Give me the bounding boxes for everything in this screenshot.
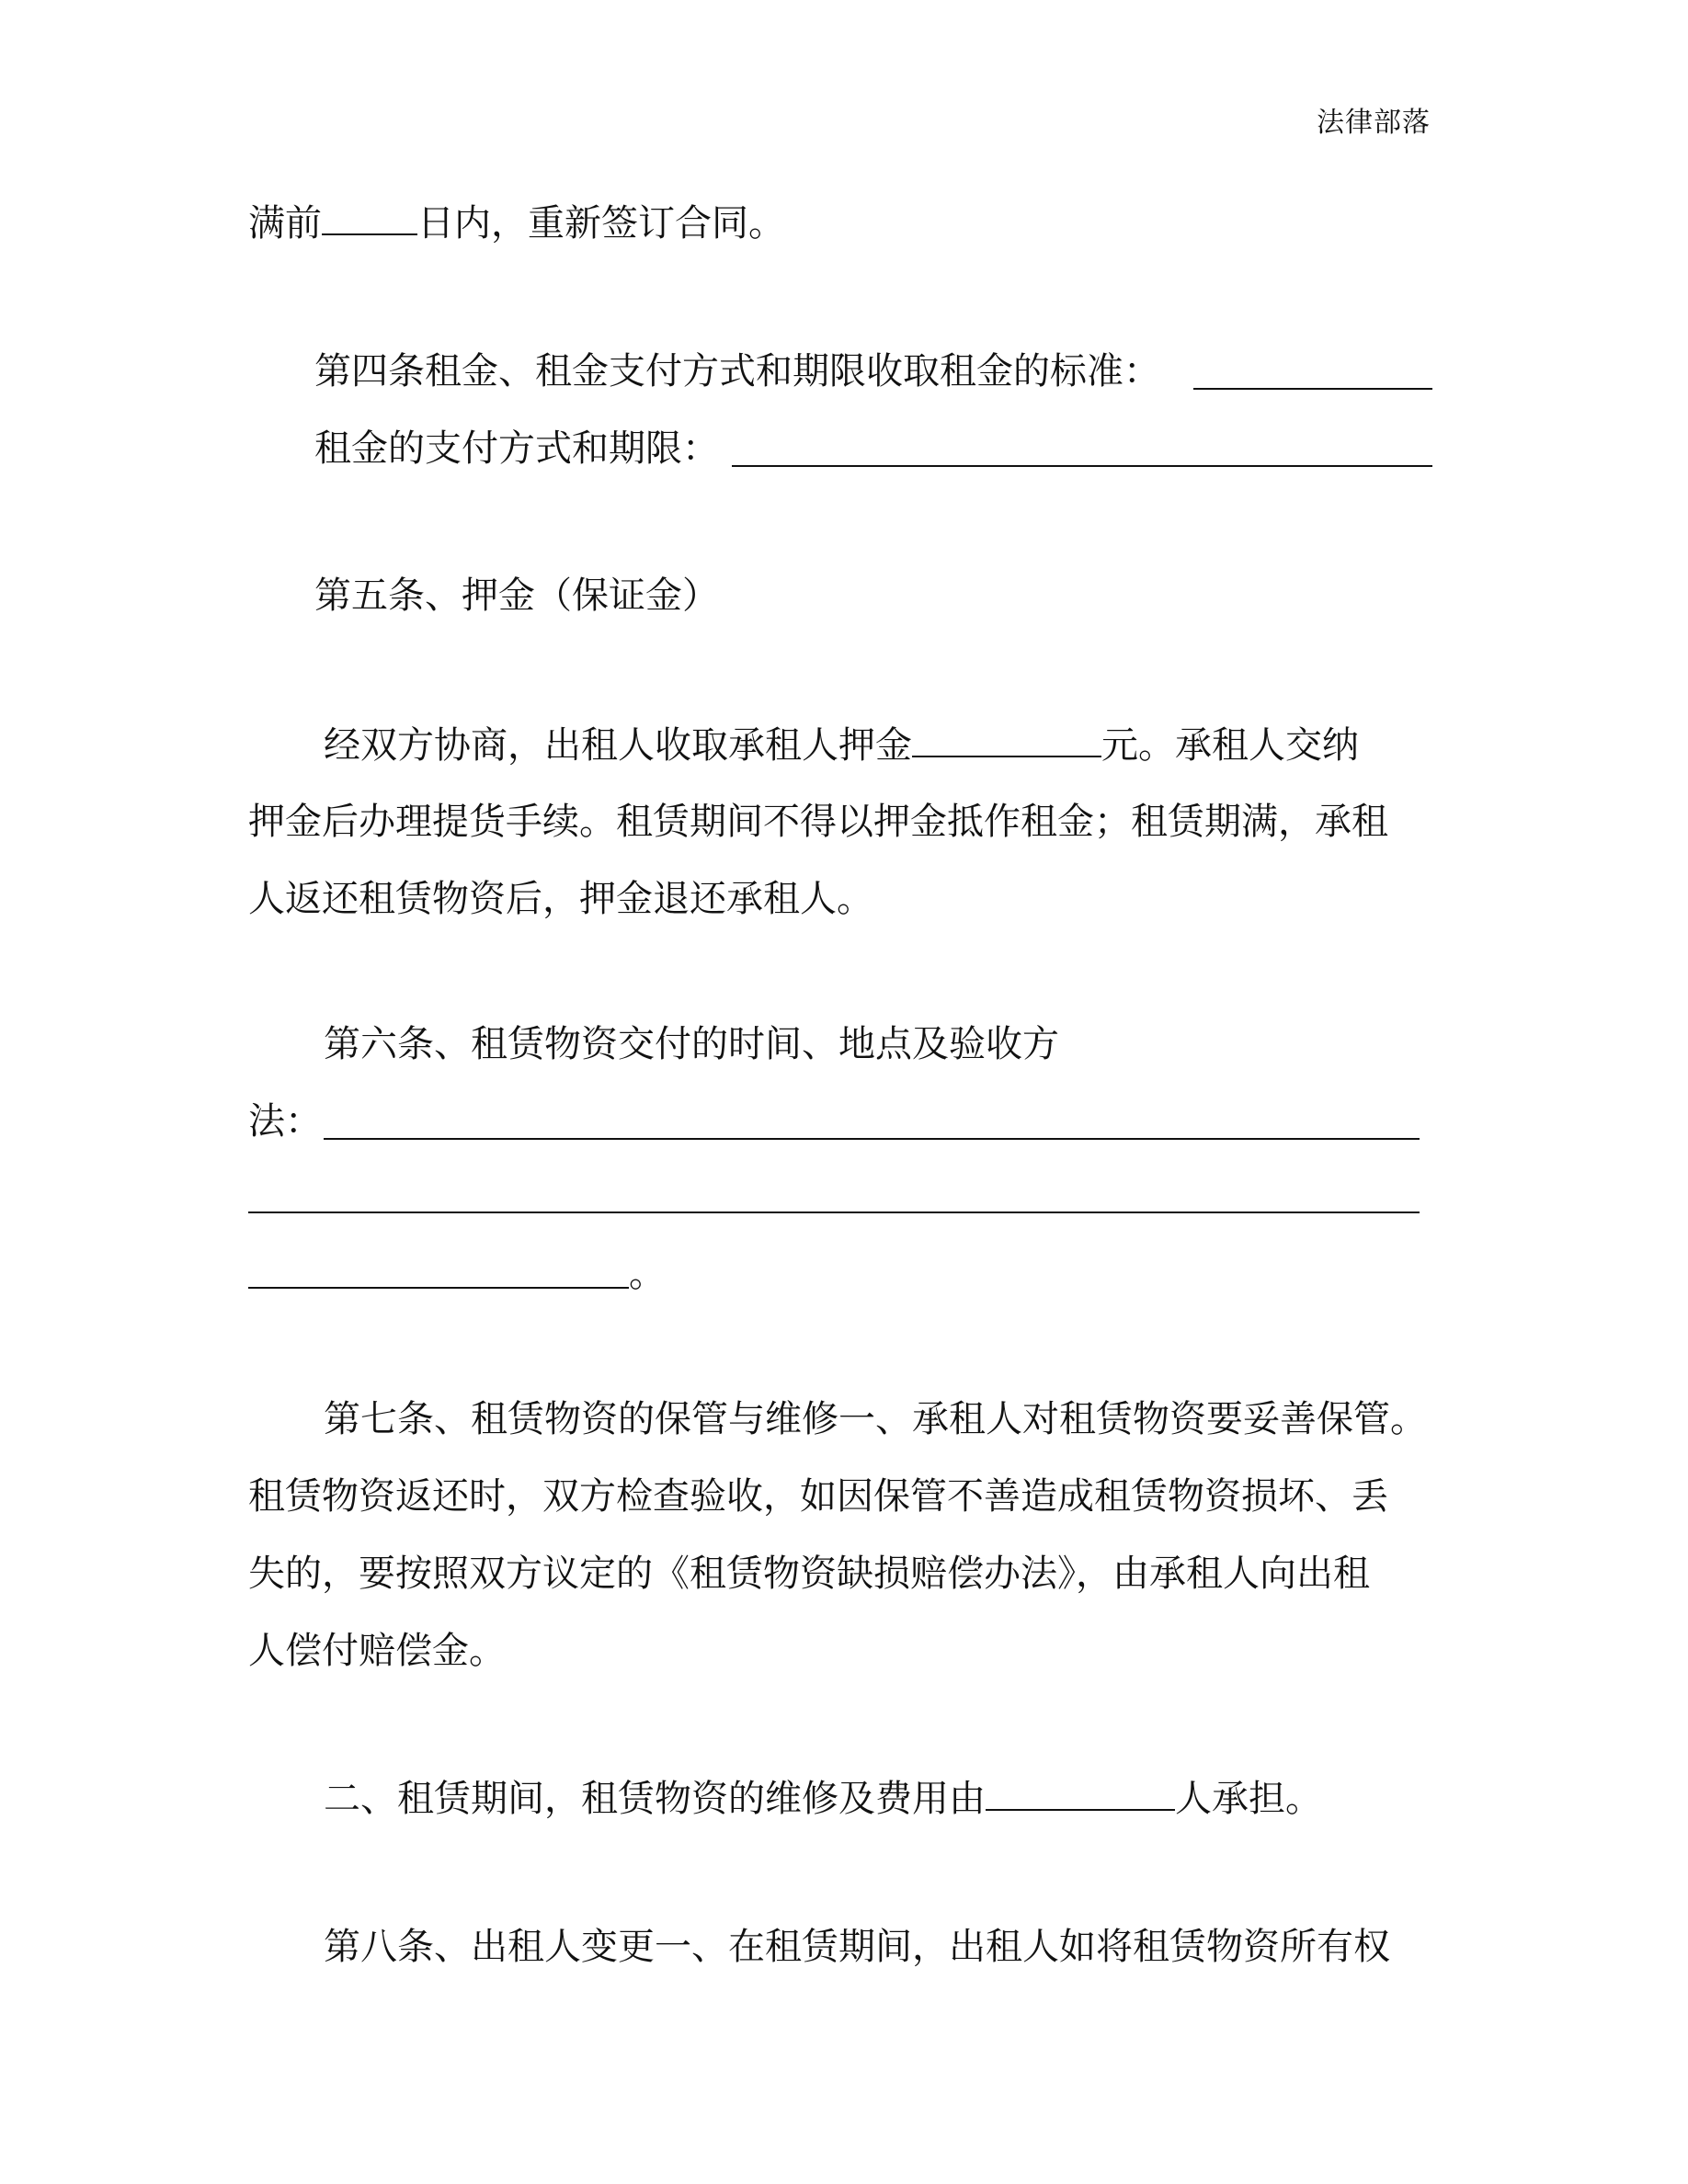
renewal-text-after: 日内，重新签订合同。	[417, 202, 785, 245]
maintenance-party-blank	[986, 1776, 1175, 1811]
article-5-line-2: 押金后办理提货手续。租赁期间不得以押金抵作租金；租赁期满，承租	[248, 801, 1388, 843]
article-5-title: 第五条、押金（保证金）	[314, 574, 719, 617]
article-4-payment: 租金的支付方式和期限：	[314, 427, 719, 470]
article-7-line-4: 人偿付赔偿金。	[248, 1630, 506, 1672]
article-5-line-3: 人返还租赁物资后，押金退还承租人。	[248, 878, 873, 920]
maintenance-text-after: 人承担。	[1175, 1778, 1322, 1820]
article-7-item-2	[324, 1776, 1322, 1821]
payment-method-blank	[732, 465, 1432, 467]
delivery-blank-1	[324, 1138, 1420, 1140]
article-7-line-2: 租赁物资返还时，双方检查验收，如因保管不善造成租赁物资损坏、丢	[248, 1475, 1388, 1518]
renewal-text-before: 满前	[248, 202, 322, 245]
delivery-blank-2	[248, 1211, 1420, 1213]
article-8-line-1: 第八条、出租人变更一、在租赁期间，出租人如将租赁物资所有权	[324, 1926, 1390, 1968]
deposit-amount-blank	[912, 722, 1101, 757]
renewal-days-blank	[322, 200, 417, 235]
header-brand: 法律部落	[1317, 107, 1431, 139]
article-5-line-1	[324, 722, 1359, 768]
paragraph-renewal	[248, 200, 785, 245]
deposit-text-after: 元。承租人交纳	[1101, 724, 1359, 767]
article-6-end: 。	[629, 1253, 666, 1295]
deposit-text-before: 经双方协商，出租人收取承租人押金	[324, 724, 912, 767]
article-7-line-1: 第七条、租赁物资的保管与维修一、承租人对租赁物资要妥善保管。	[324, 1398, 1427, 1440]
maintenance-text-before: 二、租赁期间，租赁物资的维修及费用由	[324, 1778, 986, 1820]
article-4-title: 第四条租金、租金支付方式和期限收取租金的标准：	[314, 350, 1160, 392]
article-7-line-3: 失的，要按照双方议定的《租赁物资缺损赔偿办法》，由承租人向出租	[248, 1553, 1370, 1595]
delivery-blank-3	[248, 1287, 629, 1289]
article-6-cont: 法：	[248, 1100, 322, 1143]
rent-standard-blank	[1193, 388, 1432, 390]
article-6-title: 第六条、租赁物资交付的时间、地点及验收方	[324, 1023, 1059, 1065]
